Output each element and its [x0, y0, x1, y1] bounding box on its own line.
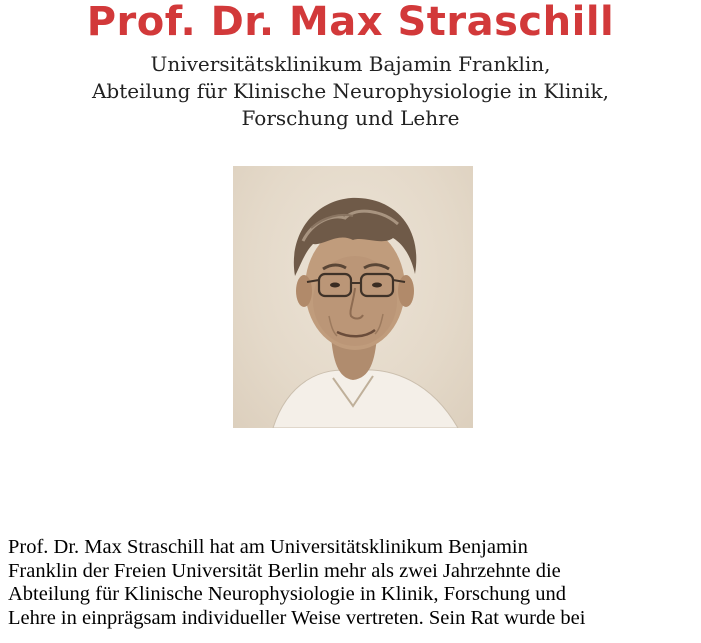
- portrait-photo: [233, 166, 473, 428]
- subtitle-line-1: Universitätsklinikum Bajamin Franklin,: [150, 52, 551, 76]
- subtitle-line-2: Abteilung für Klinische Neurophysiologie in Klinik,: [91, 79, 610, 103]
- bio-line-1: Prof. Dr. Max Straschill hat am Universitätsklinikum Benjamin: [8, 536, 528, 558]
- subtitle-line-3: Forschung und Lehre: [241, 106, 460, 130]
- bio-line-3: Abteilung für Klinische Neurophysiologie in Klinik, Forschung und: [8, 583, 566, 605]
- biography-text: [8, 536, 698, 630]
- bio-line-2: Franklin der Freien Universität Berlin mehr als zwei Jahrzehnte die: [8, 559, 561, 582]
- portrait-illustration: [233, 166, 473, 428]
- page-title: Prof. Dr. Max Straschill: [86, 0, 615, 45]
- page-header: [0, 0, 701, 140]
- bio-line-4: Lehre in einprägsam individueller Weise vertreten. Sein Rat wurde bei: [8, 606, 586, 629]
